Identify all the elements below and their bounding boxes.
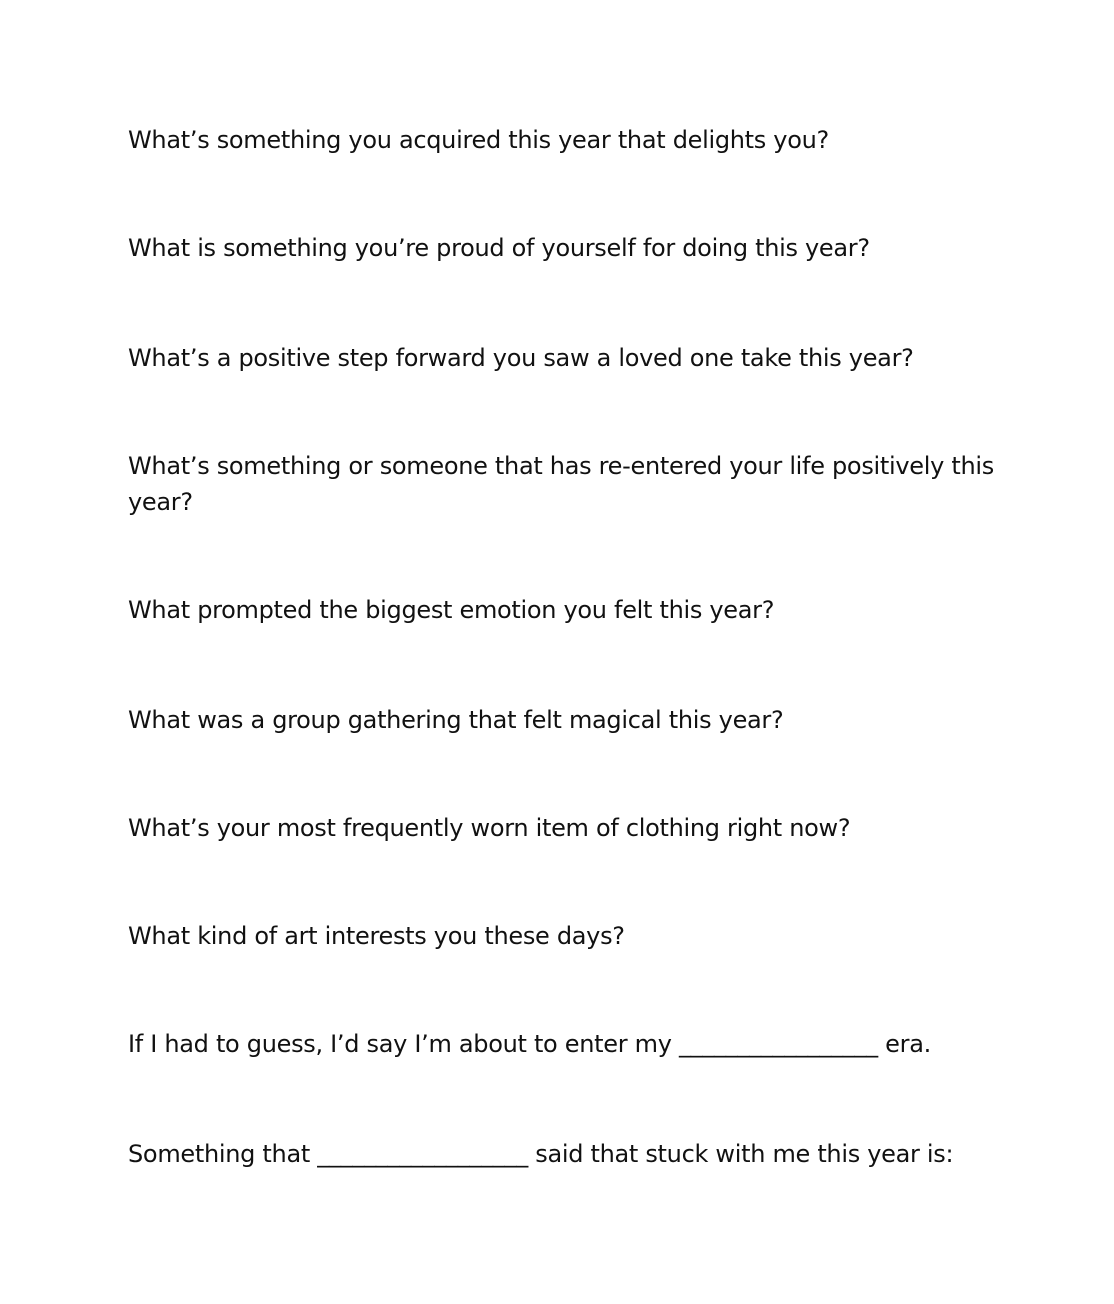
fill-in-era-after: era. [877, 1030, 931, 1058]
prompt-biggest-emotion: What prompted the biggest emotion you felt this year? [128, 596, 775, 624]
fill-in-quote-before: Something that [128, 1140, 318, 1168]
prompt-proud-of-yourself: What is something you’re proud of yourself for doing this year? [128, 234, 870, 262]
fill-in-era-blank: _________________ [678, 1030, 878, 1058]
prompt-re-entered-life: What’s something or someone that has re-entered your life positively this year? [128, 452, 994, 516]
fill-in-quote [128, 1136, 1008, 1172]
prompt-worn-clothing: What’s your most frequently worn item of clothing right now? [128, 814, 851, 842]
fill-in-quote-blank: __________________ [317, 1140, 528, 1168]
prompt-art-interests: What kind of art interests you these days? [128, 922, 625, 950]
fill-in-era [128, 1026, 1008, 1062]
fill-in-era-before: If I had to guess, I’d say I’m about to enter my [128, 1030, 679, 1058]
prompt-loved-one-step: What’s a positive step forward you saw a loved one take this year? [128, 344, 914, 372]
fill-in-quote-after: said that stuck with me this year is: [527, 1140, 954, 1168]
prompt-group-gathering: What was a group gathering that felt magical this year? [128, 706, 784, 734]
prompt-acquired-delight: What’s something you acquired this year that delights you? [128, 126, 829, 154]
